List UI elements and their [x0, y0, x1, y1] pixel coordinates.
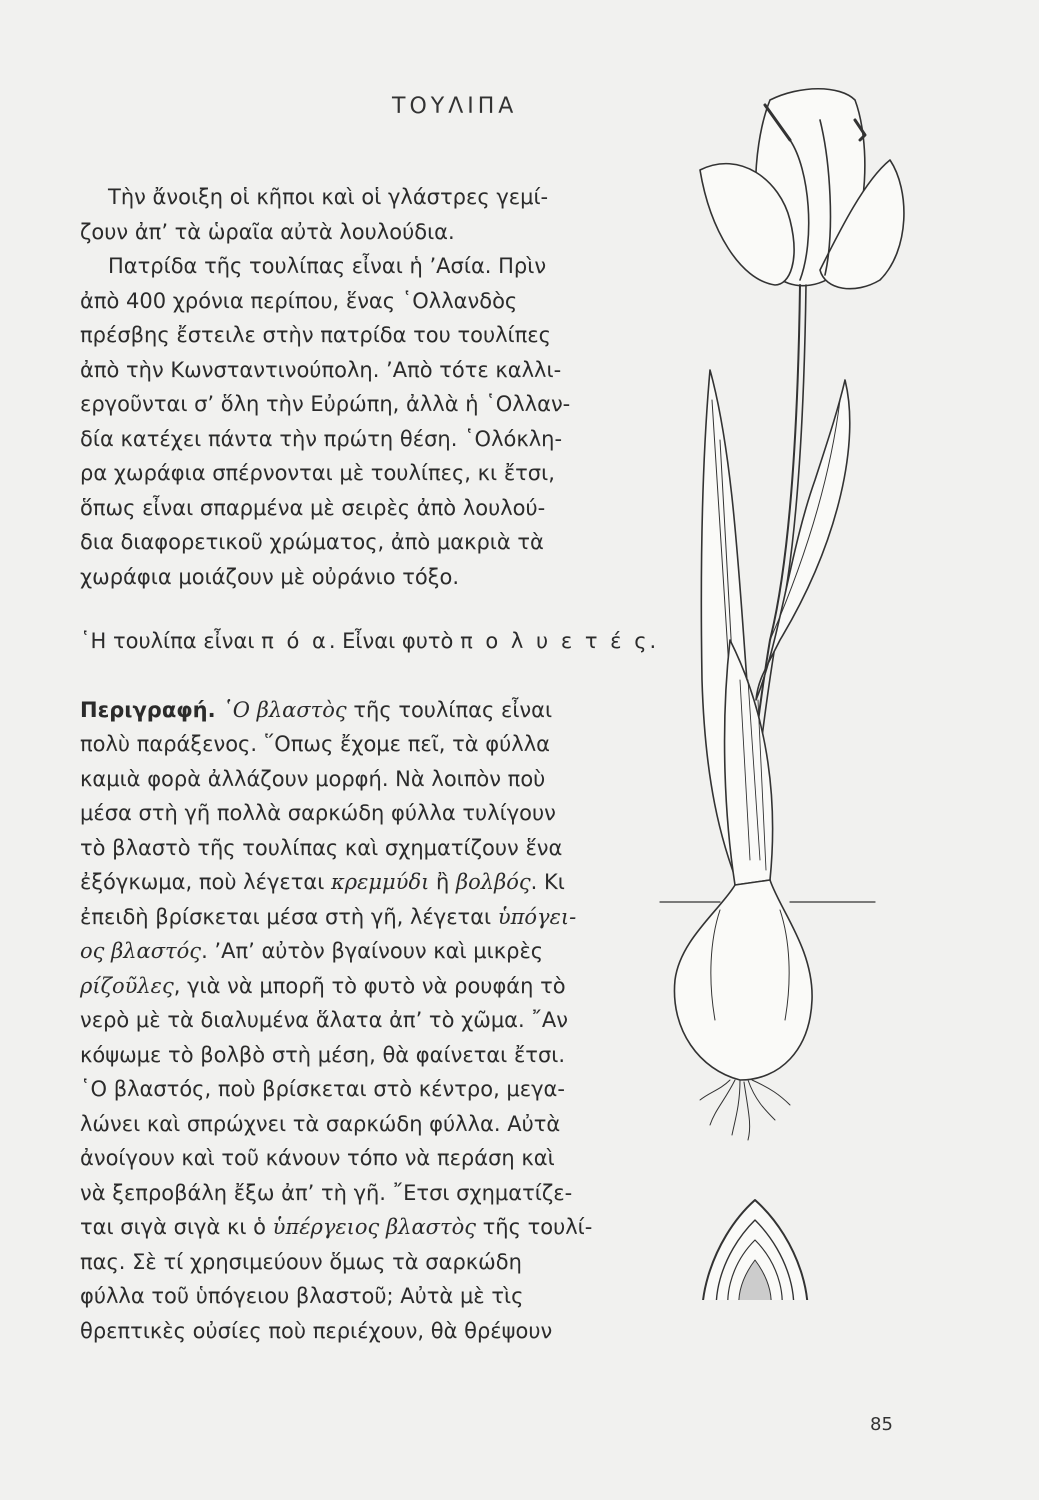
- description-line: ἀνοίγουν καὶ τοῦ κάνουν τόπο νὰ περάση καὶ: [80, 1146, 555, 1170]
- history-line: δια διαφορετικοῦ χρώματος, ἀπὸ μακριὰ τὰ: [80, 530, 544, 554]
- description-line: ος βλαστός. ’Απ’ αὐτὸν βγαίνουν καὶ μικρὲς: [80, 939, 544, 963]
- tulip-flower: [700, 89, 904, 289]
- history-line: Πατρίδα τῆς τουλίπας εἶναι ἡ ’Ασία. Πρὶν: [108, 254, 547, 278]
- history-line: ρα χωράφια σπέρνονται μὲ τουλίπες, κι ἔτσι,: [80, 461, 555, 485]
- tulip-illustration: [640, 80, 960, 1300]
- classification-line: ῾Η τουλίπα εἶναι π ό α. Εἶναι φυτὸ π ο λ υ ε τ έ ς.: [80, 629, 657, 653]
- bulb-cross-section: [700, 1200, 810, 1300]
- description-line: νὰ ξεπροβάλη ἔξω ἀπ’ τὴ γῆ. ῎Ετσι σχηματίζε-: [80, 1180, 573, 1205]
- description-line: λώνει καὶ σπρώχνει τὰ σαρκώδη φύλλα. Αὐτὰ: [80, 1111, 561, 1136]
- history-line: χωράφια μοιάζουν μὲ οὐράνιο τόξο.: [80, 564, 459, 589]
- history-line: εργοῦνται σ’ ὅλη τὴν Εὐρώπη, ἀλλὰ ἡ ῾Ολλαν-: [80, 392, 571, 416]
- page-title: ΤΟΥΛΙΠΑ: [392, 94, 518, 119]
- description-line: ῾Ο βλαστός, ποὺ βρίσκεται στὸ κέντρο, μεγα-: [80, 1077, 565, 1101]
- description-line: Περιγραφή. ῾Ο βλαστὸς τῆς τουλίπας εἶναι: [80, 697, 553, 722]
- tulip-roots: [700, 1080, 790, 1140]
- description-line: καμιὰ φορὰ ἀλλάζουν μορφή. Νὰ λοιπὸν ποὺ: [80, 766, 546, 791]
- history-line: ἀπὸ τὴν Κωνσταντινούπολη. ’Απὸ τότε καλλι-: [80, 357, 562, 382]
- intro-line: ζουν ἀπ’ τὰ ὡραῖα αὐτὰ λουλούδια.: [80, 219, 455, 244]
- tulip-bulb: [674, 880, 812, 1080]
- intro-line: Τὴν ἄνοιξη οἱ κῆποι καὶ οἱ γλάστρες γεμί-: [108, 185, 549, 209]
- text-column: [80, 180, 680, 1348]
- history-line: πρέσβης ἔστειλε στὴν πατρίδα του τουλίπες: [80, 323, 551, 347]
- description-line: κόψωμε τὸ βολβὸ στὴ μέση, θὰ φαίνεται ἔτσι.: [80, 1042, 566, 1067]
- description-line: πολὺ παράξενος. ῞Οπως ἔχομε πεῖ, τὰ φύλλα: [80, 732, 551, 756]
- history-line: ὅπως εἶναι σπαρμένα μὲ σειρὲς ἀπὸ λουλού-: [80, 495, 546, 520]
- history-line: ἀπὸ 400 χρόνια περίπου, ἕνας ῾Ολλανδὸς: [80, 288, 518, 313]
- description-line: νερὸ μὲ τὰ διαλυμένα ἅλατα ἀπ’ τὸ χῶμα. ῎Αν: [80, 1008, 568, 1032]
- description-line: ἐπειδὴ βρίσκεται μέσα στὴ γῆ, λέγεται ὑπόγει-: [80, 904, 577, 929]
- term-perennial: π ο λ υ ε τ έ ς: [460, 629, 650, 653]
- description-line: ρίζοῦλες, γιὰ νὰ μπορῆ τὸ φυτὸ νὰ ρουφάη τὸ: [80, 973, 566, 998]
- description-line: τὸ βλαστὸ τῆς τουλίπας καὶ σχηματίζουν ἕνα: [80, 835, 563, 860]
- description-line: μέσα στὴ γῆ πολλὰ σαρκώδη φύλλα τυλίγουν: [80, 801, 556, 825]
- description-line: φύλλα τοῦ ὑπόγειου βλαστοῦ; Αὐτὰ μὲ τὶς: [80, 1284, 524, 1308]
- section-heading: Περιγραφή.: [80, 697, 216, 722]
- description-line: ται σιγὰ σιγὰ κι ὁ ὑπέργειος βλαστὸς τῆς τουλί-: [80, 1215, 593, 1239]
- term-poa: π ό α: [261, 629, 329, 653]
- history-line: δία κατέχει πάντα τὴν πρώτη θέση. ῾Ολόκλη-: [80, 426, 563, 451]
- description-line: ἐξόγκωμα, ποὺ λέγεται κρεμμύδι ἢ βολβός. Κι: [80, 870, 565, 894]
- page-number: 85: [870, 1414, 893, 1435]
- description-line: θρεπτικὲς οὐσίες ποὺ περιέχουν, θὰ θρέψουν: [80, 1318, 553, 1343]
- description-line: πας. Σὲ τί χρησιμεύουν ὅμως τὰ σαρκώδη: [80, 1249, 522, 1274]
